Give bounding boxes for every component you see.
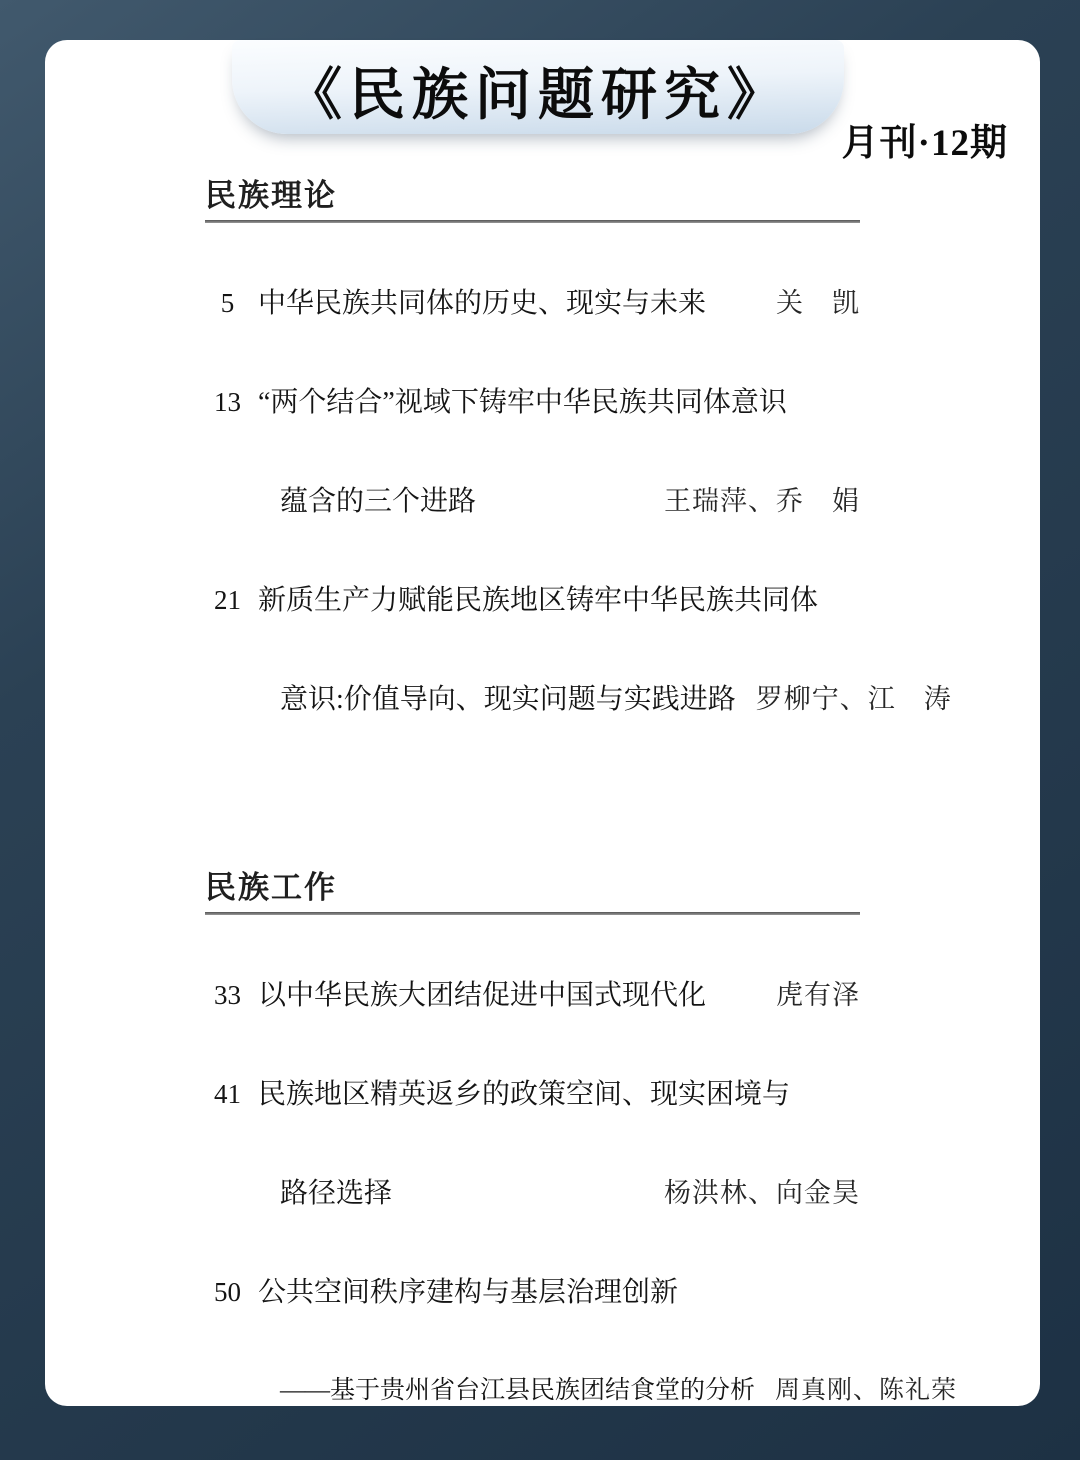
page-number: 50 — [214, 1277, 241, 1307]
toc-entry-row — [205, 1274, 860, 1311]
section-heading: 民族理论 — [205, 178, 337, 213]
section-theory — [205, 178, 952, 718]
journal-title: 《民族问题研究》 — [286, 65, 790, 127]
toc-entry-row — [205, 977, 860, 1014]
entry-title: 公共空间秩序建构与基层治理创新 — [258, 1277, 679, 1308]
entry-subtitle: 路径选择 — [280, 1178, 393, 1209]
content-card — [45, 40, 1040, 1406]
entry-title: “两个结合”视域下铸牢中华民族共同体意识 — [258, 387, 787, 418]
entry-subtitle: ——基于贵州省台江县民族团结食堂的分析 — [280, 1377, 756, 1404]
page-number: 41 — [214, 1079, 241, 1109]
toc-entry-continuation-row — [205, 681, 952, 718]
toc-entry-continuation-row — [205, 1175, 860, 1212]
entry-title: 民族地区精英返乡的政策空间、现实困境与 — [258, 1079, 791, 1110]
entry-subtitle: 蕴含的三个进路 — [280, 486, 477, 517]
toc-entry-row — [205, 285, 860, 322]
entry-authors: 杨洪林、向金昊 — [664, 1178, 860, 1208]
page-number: 33 — [214, 980, 241, 1010]
entry-title: 中华民族共同体的历史、现实与未来 — [258, 288, 707, 319]
journal-title-banner — [232, 40, 844, 134]
toc-content — [205, 178, 958, 1409]
entry-authors: 周真刚、陈礼荣 — [775, 1377, 958, 1404]
entry-title: 以中华民族大团结促进中国式现代化 — [258, 980, 707, 1011]
entry-subtitle: 意识:价值导向、现实问题与实践进路 — [280, 684, 736, 715]
page-number: 13 — [214, 387, 241, 417]
page-number: 5 — [220, 288, 235, 318]
section-rule — [205, 912, 860, 915]
section-heading: 民族工作 — [205, 870, 337, 905]
toc-entry-row — [205, 384, 860, 421]
entry-authors: 王瑞萍、乔 娟 — [664, 486, 860, 516]
toc-entry-row — [205, 1076, 860, 1113]
toc-entry-continuation-row — [205, 483, 860, 520]
section-rule — [205, 220, 860, 223]
entry-title: 新质生产力赋能民族地区铸牢中华民族共同体 — [258, 585, 819, 616]
entry-authors: 关 凯 — [776, 288, 860, 318]
toc-entry-continuation-row — [205, 1373, 958, 1409]
section-work — [205, 870, 958, 1409]
entry-authors: 罗柳宁、江 涛 — [755, 684, 952, 714]
entry-authors: 虎有泽 — [776, 980, 860, 1010]
page-number: 21 — [214, 585, 241, 615]
issue-label: 月刊·12期 — [841, 123, 1008, 164]
toc-entry-row — [205, 582, 860, 619]
